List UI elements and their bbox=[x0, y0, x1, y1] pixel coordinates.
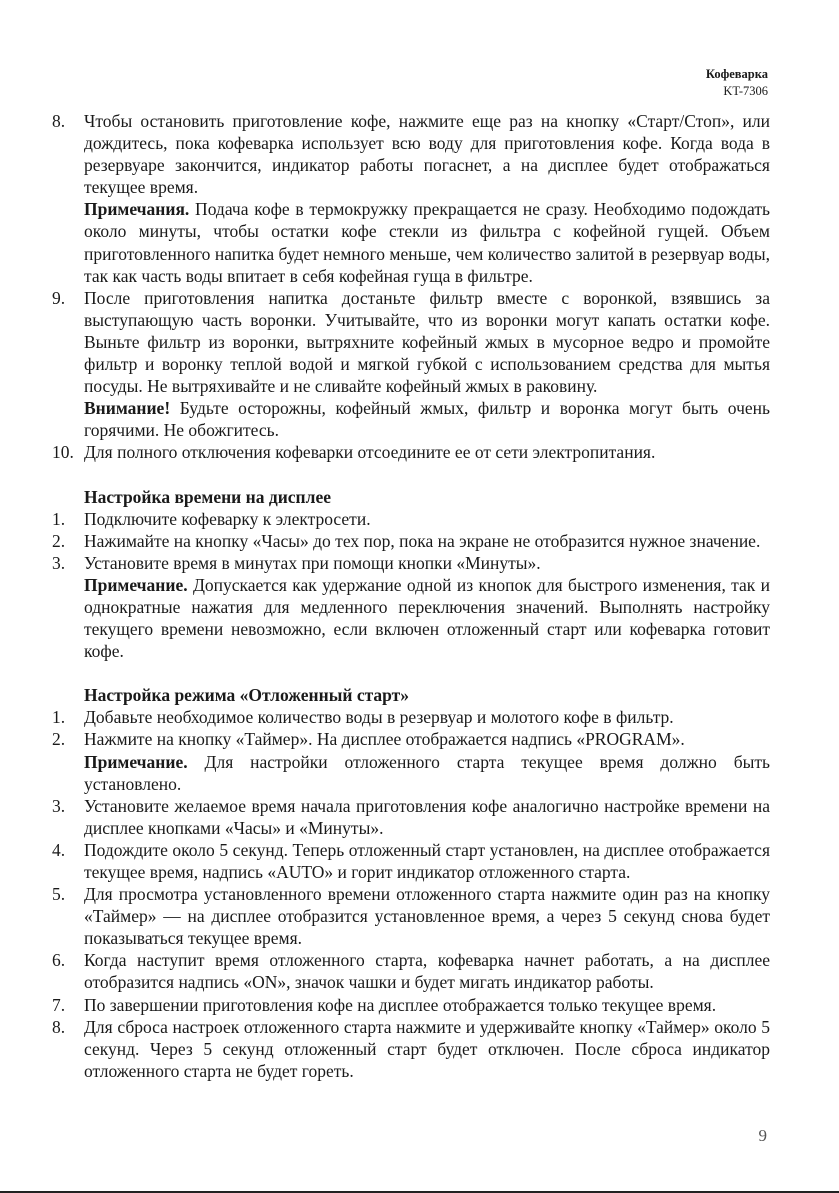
page-content bbox=[52, 110, 770, 1082]
list-item bbox=[52, 1016, 770, 1082]
item-number: 1. bbox=[52, 508, 66, 529]
item-text: Подождите около 5 секунд. Теперь отложенный старт установлен, на дисплее отображается текущее время, надпись «AUTO» и горит индикатор отложенного старта. bbox=[84, 839, 770, 882]
section-title: Настройка времени на дисплее bbox=[84, 486, 331, 507]
page-number: 9 bbox=[758, 1126, 767, 1145]
item-note bbox=[84, 198, 770, 286]
section-delayed-start bbox=[52, 684, 770, 1082]
list-item bbox=[52, 110, 770, 287]
note-label: Примечание. bbox=[84, 574, 188, 595]
item-number: 8. bbox=[52, 111, 66, 131]
time-setting-list bbox=[52, 508, 770, 663]
item-text: Для сброса настроек отложенного старта нажмите и удерживайте кнопку «Таймер» около 5 секунд. Через 5 секунд отложенный старт будет отключен. После сброса индикатор отложенного старта не будет гореть. bbox=[84, 1016, 770, 1081]
item-text: Установите время в минутах при помощи кнопки «Минуты». bbox=[84, 552, 541, 573]
page-header bbox=[706, 66, 768, 100]
note-label: Примечания. bbox=[84, 199, 190, 220]
item-number: 2. bbox=[52, 729, 66, 750]
item-text: Добавьте необходимое количество воды в резервуар и молотого кофе в фильтр. bbox=[84, 707, 674, 728]
section-title: Настройка режима «Отложенный старт» bbox=[84, 685, 409, 706]
product-title: Кофеварка bbox=[705, 67, 768, 81]
note-text: Подача кофе в термокружку прекращается не сразу. Необходимо подождать около минуты, чтобы остатки кофе стекли из фильтра с кофейной гущей. Объем приготовленного напитка будет немного меньше, чем количество залитой в резервуар воды, так как часть воды впитает в себя кофейная гуща в фильтре. bbox=[84, 199, 770, 286]
item-text: Чтобы остановить приготовление кофе, нажмите еще раз на кнопку «Старт/Стоп», или дождитесь, пока кофеварка использует всю воду для приготовления кофе. Когда вода в резервуаре закончится, индикатор работы погаснет, а на дисплее будет отображаться текущее время. bbox=[84, 111, 770, 198]
item-number: 3. bbox=[52, 552, 66, 573]
note-text: Допускается как удержание одной из кнопок для быстрого изменения, так и однократные нажатия для медленного переключения значений. Выполнять настройку текущего времени невозможно, если включен отложенный старт или кофеварка готовит кофе. bbox=[84, 574, 770, 662]
delayed-start-list bbox=[52, 706, 770, 1082]
instruction-list-continued bbox=[52, 110, 770, 464]
item-note bbox=[84, 397, 770, 441]
item-number: 10. bbox=[52, 442, 74, 463]
item-text: Когда наступит время отложенного старта, кофеварка начнет работать, а на дисплее отобразится надпись «ON», значок чашки и будет мигать индикатор работы. bbox=[84, 950, 770, 993]
item-number: 3. bbox=[52, 795, 66, 816]
note-text: Будьте осторожны, кофейный жмых, фильтр и воронка могут быть очень горячими. Не обожгитесь. bbox=[84, 398, 770, 441]
list-item bbox=[52, 441, 770, 463]
item-number: 9. bbox=[52, 287, 66, 308]
item-note bbox=[84, 751, 770, 795]
list-item bbox=[52, 994, 770, 1016]
list-item bbox=[52, 287, 770, 442]
note-text: Для настройки отложенного старта текущее время должно быть установлено. bbox=[84, 751, 770, 794]
item-text: Установите желаемое время начала приготовления кофе аналогично настройке времени на дисплее кнопками «Часы» и «Минуты». bbox=[84, 795, 770, 838]
item-number: 4. bbox=[52, 839, 66, 860]
item-number: 6. bbox=[52, 950, 66, 971]
item-number: 2. bbox=[52, 530, 66, 551]
item-text: Для просмотра установленного времени отложенного старта нажмите один раз на кнопку «Таймер» — на дисплее отобразится установленное время, а через 5 секунд снова будет показываться текущее время. bbox=[84, 884, 770, 949]
item-number: 5. bbox=[52, 884, 66, 905]
item-text: Для полного отключения кофеварки отсоедините ее от сети электропитания. bbox=[84, 442, 656, 463]
note-label: Примечание. bbox=[84, 751, 188, 772]
item-text: Подключите кофеварку к электросети. bbox=[84, 508, 371, 529]
list-item bbox=[52, 728, 770, 794]
item-number: 8. bbox=[52, 1016, 66, 1037]
list-item bbox=[52, 949, 770, 993]
note-label: Внимание! bbox=[84, 398, 171, 419]
list-item bbox=[52, 508, 770, 530]
item-text: По завершении приготовления кофе на дисплее отображается только текущее время. bbox=[84, 994, 717, 1015]
list-item bbox=[52, 552, 770, 662]
list-item bbox=[52, 883, 770, 949]
item-number: 1. bbox=[52, 707, 66, 728]
list-item bbox=[52, 706, 770, 728]
list-item bbox=[52, 839, 770, 883]
item-number: 7. bbox=[52, 994, 66, 1015]
list-item bbox=[52, 530, 770, 552]
item-text: После приготовления напитка достаньте фильтр вместе с воронкой, взявшись за выступающую часть воронки. Учитывайте, что из воронки могут капать остатки кофе. Выньте фильтр из воронки, вытряхните кофейный жмых в мусорное ведро и промойте фильтр и воронку теплой водой и мягкой губкой с использованием средства для мытья посуды. Не вытряхивайте и не сливайте кофейный жмых в раковину. bbox=[84, 287, 770, 397]
item-text: Нажимайте на кнопку «Часы» до тех пор, пока на экране не отобразится нужное значение. bbox=[84, 530, 761, 551]
product-model: KT-7306 bbox=[723, 84, 768, 98]
item-note bbox=[84, 574, 770, 662]
item-text: Нажмите на кнопку «Таймер». На дисплее отображается надпись «PROGRAM». bbox=[84, 729, 685, 750]
section-time-setting bbox=[52, 486, 770, 663]
list-item bbox=[52, 795, 770, 839]
